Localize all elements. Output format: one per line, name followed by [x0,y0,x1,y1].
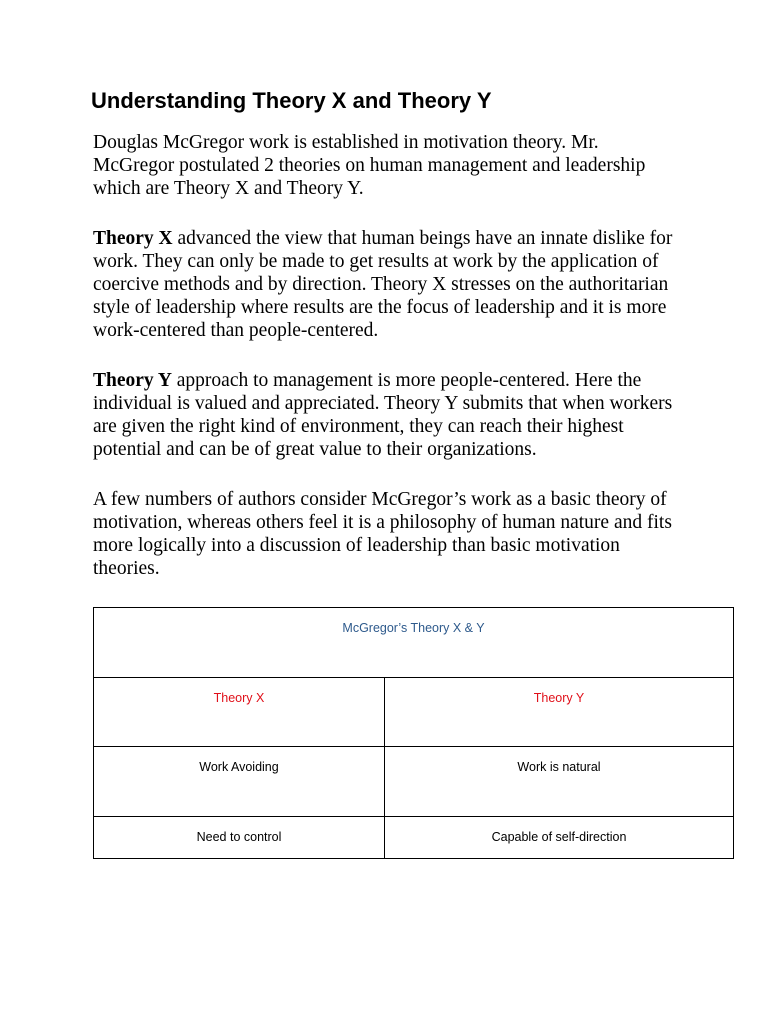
table-cell [385,747,734,817]
paragraph-theory-x-lead: Theory X [93,228,173,249]
table-header-theory-x: Theory X [213,691,265,705]
table-caption-row [94,608,734,678]
document-page [93,86,734,859]
paragraph-theory-y [93,369,678,461]
table-cell-text: Need to control [196,830,282,844]
table-header-cell-theory-y [385,678,734,747]
paragraph-intro [93,131,678,200]
paragraph-conclusion-text: A few numbers of authors consider McGregor’s work as a basic theory of motivation, whereas others feel it is a philosophy of human nature and fits more logically into a discussion of leadership than basic motivation theories. [93,489,672,579]
paragraph-theory-y-lead: Theory Y [93,370,172,391]
paragraph-theory-x [93,227,678,342]
table-caption-cell [94,608,734,678]
paragraph-intro-text: Douglas McGregor work is established in motivation theory. Mr. McGregor postulated 2 theories on human management and leadership which are Theory X and Theory Y. [93,132,646,199]
paragraph-theory-y-text: approach to management is more people-centered. Here the individual is valued and appreciated. Theory Y submits that when workers are given the right kind of environment, they can reach their highest potential and can be of great value to their organizations. [93,370,673,460]
table-cell-text: Capable of self-direction [491,830,627,844]
table-row [94,817,734,859]
table-cell [94,817,385,859]
paragraph-conclusion [93,488,678,580]
theory-comparison-table [93,607,734,859]
table-row [94,747,734,817]
table-header-theory-y: Theory Y [533,691,585,705]
table-header-cell-theory-x [94,678,385,747]
table-cell-text: Work is natural [517,760,601,774]
paragraph-theory-x-text: advanced the view that human beings have an innate dislike for work. They can only be made to get results at work by the application of coercive methods and by direction. Theory X stresses on the authoritarian style of leadership where results are the focus of leadership and it is more work-centered than people-centered. [93,228,673,341]
document-title: Understanding Theory X and Theory Y [91,88,492,113]
table-cell [94,747,385,817]
table-cell-text: Work Avoiding [199,760,279,774]
table-caption: McGregor’s Theory X & Y [342,621,485,635]
table-cell [385,817,734,859]
table-header-row [94,678,734,747]
